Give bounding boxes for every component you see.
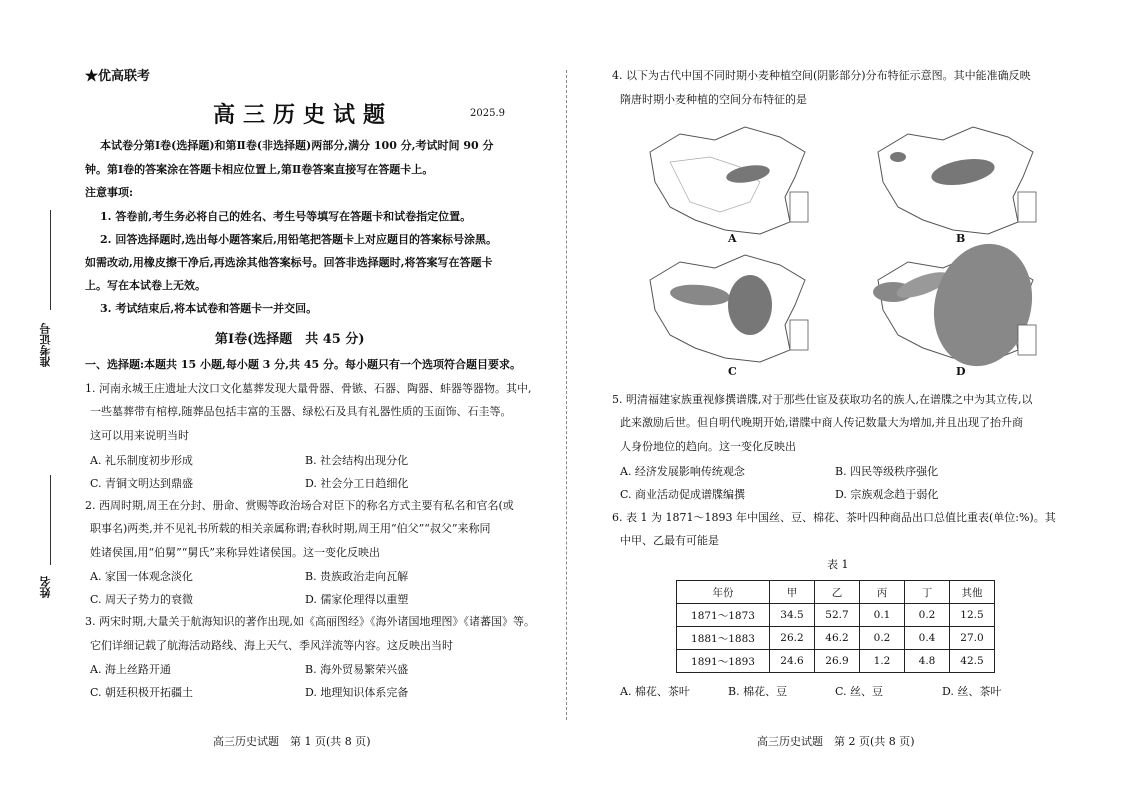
table-cell: 1891～1893 [677, 650, 770, 673]
q3-option-b[interactable]: B. 海外贸易繁荣兴盛 [305, 663, 409, 676]
intro-line-2: 钟。第Ⅰ卷的答案涂在答题卡相应位置上,第Ⅱ卷答案直接写在答题卡上。 [85, 163, 434, 176]
q5-line-1: 5. 明清福建家族重视修撰谱牒,对于那些仕宦及获取功名的族人,在谱牒之中为其立传,以 [612, 393, 1033, 406]
table-header: 丁 [905, 581, 950, 604]
notice-title: 注意事项: [85, 186, 134, 199]
q1-option-c[interactable]: C. 青铜文明达到鼎盛 [90, 477, 194, 490]
q5-option-b[interactable]: B. 四民等级秩序强化 [835, 465, 939, 478]
q1-option-b[interactable]: B. 社会结构出现分化 [305, 454, 409, 467]
q2-option-a[interactable]: A. 家国一体观念淡化 [90, 570, 193, 583]
section-heading: 第Ⅰ卷(选择题 共 45 分) [215, 332, 365, 347]
table-cell: 1881～1883 [677, 627, 770, 650]
q6-option-a[interactable]: A. 棉花、茶叶 [620, 685, 690, 698]
table-header: 年份 [677, 581, 770, 604]
q2-line-2: 职事名)两类,并不见礼书所载的相关亲属称谓;春秋时期,周王用“伯父”“叔父”来称同 [90, 522, 491, 535]
footer-right: 高三历史试题 第 2 页(共 8 页) [757, 735, 915, 748]
q2-option-b[interactable]: B. 贵族政治走向瓦解 [305, 570, 409, 583]
table-row [677, 627, 995, 650]
table-cell: 4.8 [905, 650, 950, 673]
table-header-row [677, 581, 995, 604]
q5-line-3: 人身份地位的趋向。这一变化反映出 [620, 440, 796, 453]
table-header: 丙 [860, 581, 905, 604]
q5-line-2: 此来激励后世。但自明代晚期开始,谱牒中商人传记数量大为增加,并且出现了抬升商 [620, 416, 1023, 429]
table-row [677, 604, 995, 627]
q1-line-2: 一些墓葬带有棺椁,随葬品包括丰富的玉器、绿松石及具有礼器性质的玉面饰、石圭等。 [90, 405, 512, 418]
table-cell: 34.5 [770, 604, 815, 627]
q2-option-c[interactable]: C. 周天子势力的衰微 [90, 593, 194, 606]
table-cell: 26.9 [815, 650, 860, 673]
name-line [50, 475, 51, 565]
notice-1: 1. 答卷前,考生务必将自己的姓名、考生号等填写在答题卡和试卷指定位置。 [100, 210, 472, 223]
map-b[interactable] [868, 122, 1048, 242]
q6-option-b[interactable]: B. 棉花、豆 [728, 685, 788, 698]
exam-date: 2025.9 [470, 108, 505, 119]
q5-option-d[interactable]: D. 宗族观念趋于弱化 [835, 488, 939, 501]
q3-line-2: 它们详细记载了航海活动路线、海上天气、季风洋流等内容。这反映出当时 [90, 639, 453, 652]
map-d[interactable] [868, 230, 1048, 370]
section-intro: 一、选择题:本题共 15 小题,每小题 3 分,共 45 分。每小题只有一个选项符合题目要求。 [85, 358, 521, 371]
q1-option-d[interactable]: D. 社会分工日趋细化 [305, 477, 409, 490]
footer-left: 高三历史试题 第 1 页(共 8 页) [213, 735, 371, 748]
exam-no-line [50, 210, 51, 310]
table-cell: 27.0 [950, 627, 995, 650]
q2-option-d[interactable]: D. 儒家伦理得以重塑 [305, 593, 409, 606]
table-cell: 0.4 [905, 627, 950, 650]
q3-option-a[interactable]: A. 海上丝路开通 [90, 663, 171, 676]
q1-line-1: 1. 河南永城王庄遗址大汶口文化墓葬发现大量骨器、骨镞、石器、陶器、蚌器等器物。其中, [85, 382, 532, 395]
map-c[interactable] [640, 250, 820, 370]
q6-option-d[interactable]: D. 丝、茶叶 [942, 685, 1002, 698]
exam-badge: ★优高联考 [85, 69, 151, 84]
table-header: 其他 [950, 581, 995, 604]
table-header: 乙 [815, 581, 860, 604]
export-table [676, 580, 995, 673]
map-label-a: A [728, 232, 737, 245]
table-cell: 26.2 [770, 627, 815, 650]
q5-option-a[interactable]: A. 经济发展影响传统观念 [620, 465, 745, 478]
q5-option-c[interactable]: C. 商业活动促成谱牒编撰 [620, 488, 746, 501]
q2-line-1: 2. 西周时期,周王在分封、册命、赏赐等政治场合对臣下的称名方式主要有私名和官名(或 [85, 499, 514, 512]
intro-line-1: 本试卷分第Ⅰ卷(选择题)和第Ⅱ卷(非选择题)两部分,满分 100 分,考试时间 90 分 [100, 139, 494, 152]
table-cell: 0.1 [860, 604, 905, 627]
table-title: 表 1 [827, 558, 849, 571]
q3-option-d[interactable]: D. 地理知识体系完备 [305, 686, 409, 699]
table-cell: 12.5 [950, 604, 995, 627]
q6-line-2: 中甲、乙最有可能是 [620, 534, 719, 547]
table-cell: 52.7 [815, 604, 860, 627]
table-cell: 1871～1873 [677, 604, 770, 627]
map-label-d: D [956, 365, 966, 378]
q4-line-2: 隋唐时期小麦种植的空间分布特征的是 [620, 93, 807, 106]
table-cell: 42.5 [950, 650, 995, 673]
side-exam-number-label: 准考证号 [39, 323, 52, 367]
q1-line-3: 这可以用来说明当时 [90, 429, 189, 442]
q3-line-1: 3. 两宋时期,大量关于航海知识的著作出现,如《高丽图经》《海外诸国地理图》《诸蕃国》等。 [85, 615, 535, 628]
q6-option-c[interactable]: C. 丝、豆 [835, 685, 884, 698]
table-header: 甲 [770, 581, 815, 604]
q3-option-c[interactable]: C. 朝廷积极开拓疆土 [90, 686, 194, 699]
notice-3: 3. 考试结束后,将本试卷和答题卡一并交回。 [100, 302, 318, 315]
page-title: 高三历史试题 [213, 103, 394, 128]
q4-line-1: 4. 以下为古代中国不同时期小麦种植空间(阴影部分)分布特征示意图。其中能准确反映 [612, 69, 1031, 82]
map-a[interactable] [640, 122, 820, 242]
table-cell: 0.2 [905, 604, 950, 627]
page-divider [566, 70, 568, 720]
notice-2-end: 上。写在本试卷上无效。 [85, 279, 206, 292]
notice-2-cont: 如需改动,用橡皮擦干净后,再选涂其他答案标号。回答非选择题时,将答案写在答题卡 [85, 256, 493, 269]
table-cell: 46.2 [815, 627, 860, 650]
q6-line-1: 6. 表 1 为 1871～1893 年中国丝、豆、棉花、茶叶四种商品出口总值比重表(单位:%)。其 [612, 511, 1056, 524]
table-row [677, 650, 995, 673]
table-cell: 1.2 [860, 650, 905, 673]
table-cell: 0.2 [860, 627, 905, 650]
map-label-b: B [956, 232, 966, 245]
q2-line-3: 姓诸侯国,用“伯舅”“舅氏”来称异姓诸侯国。这一变化反映出 [90, 546, 380, 559]
map-label-c: C [728, 365, 737, 378]
table-cell: 24.6 [770, 650, 815, 673]
q1-option-a[interactable]: A. 礼乐制度初步形成 [90, 454, 193, 467]
side-name-label: 姓名 [39, 576, 52, 598]
notice-2: 2. 回答选择题时,选出每小题答案后,用铅笔把答题卡上对应题目的答案标号涂黑。 [100, 233, 497, 246]
